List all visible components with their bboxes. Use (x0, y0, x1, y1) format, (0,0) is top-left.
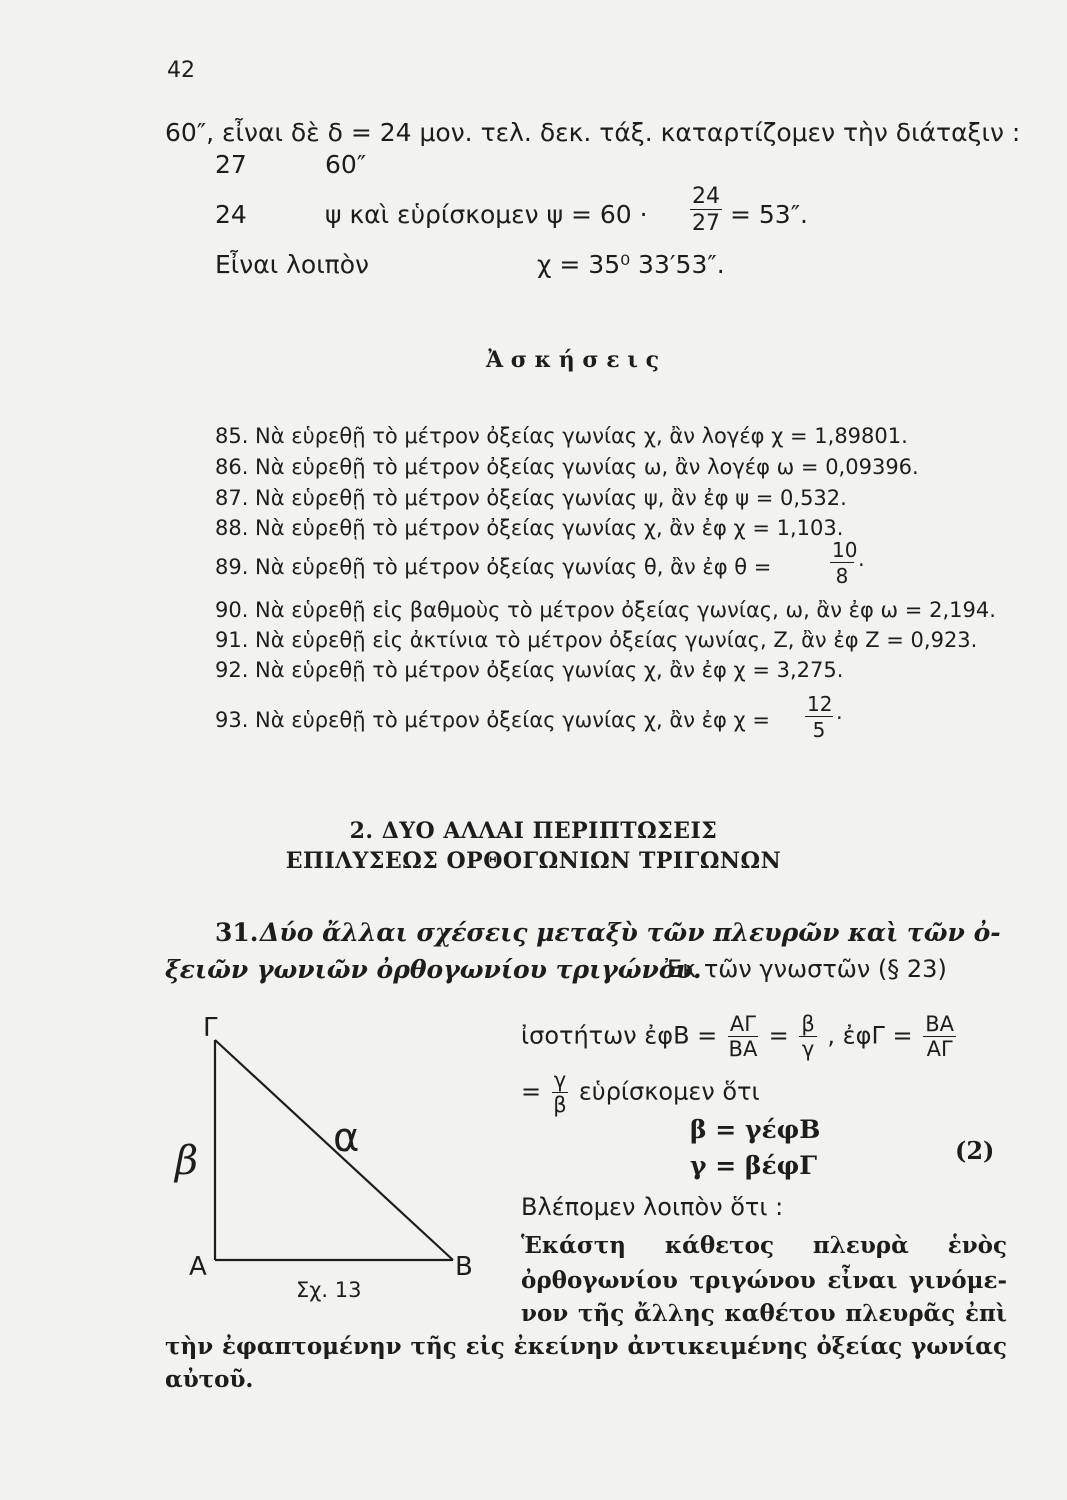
paragraph-title: ξειῶν γωνιῶν ὀρθογωνίου τριγώνου. (165, 955, 702, 984)
vertex-label-alpha: Α (189, 1252, 207, 1282)
conclusion-line: τὴν ἐφαπτομένην τῆς εἰς ἐκείνην ἀντικειμένης ὀξείας γωνίας (165, 1333, 1007, 1360)
exercise-item: 91. Νὰ εὑρεθῇ εἰς ἀκτίνια τὸ μέτρον ὀξείας γωνίας, Ζ, ἂν ἐφ Ζ = 0,923. (215, 628, 978, 652)
conclusion-line: αὐτοῦ. (165, 1366, 254, 1393)
paragraph-number: 31. (215, 918, 259, 947)
exercise-item: 89. Νὰ εὑρεθῇ τὸ μέτρον ὀξείας γωνίας θ, ἂν ἐφ θ = (215, 555, 772, 579)
exercise-item: 88. Νὰ εὑρεθῇ τὸ μέτρον ὀξείας γωνίας χ, ἂν ἐφ χ = 1,103. (215, 516, 844, 540)
conclusion-line: Ἑκάστη κάθετος πλευρὰ ἑνὸς (521, 1232, 1007, 1259)
text-line: Βλέπομεν λοιπὸν ὅτι : (521, 1193, 784, 1221)
fraction-numerator: 24 (692, 184, 720, 209)
vertex-label-gamma: Γ (203, 1013, 218, 1043)
exercise-item: 93. Νὰ εὑρεθῇ τὸ μέτρον ὀξείας γωνίας χ, ἂν ἐφ χ = (215, 708, 770, 732)
section-heading: 2. ΔΥΟ ΑΛΛΑΙ ΠΕΡΙΠΤΩΣΕΙΣ (349, 818, 718, 844)
calc-result: χ = 35⁰ 33′53″. (537, 250, 725, 279)
exercise-item: 86. Νὰ εὑρεθῇ τὸ μέτρον ὀξείας γωνίας ω, ἂν λογέφ ω = 0,09396. (215, 455, 919, 479)
exercise-item: 92. Νὰ εὑρεθῇ τὸ μέτρον ὀξείας γωνίας χ, ἂν ἐφ χ = 3,275. (215, 658, 844, 682)
calc-expression: ψ καὶ εὑρίσκομεν ψ = 60 · (325, 200, 648, 229)
paragraph-title: Δύο ἄλλαι σχέσεις μεταξὺ τῶν πλευρῶν καὶ τῶν ὀ- (260, 918, 1001, 947)
equation-line: = $\frac{\gamma}{\beta}$ εὑρίσκομεν ὅτι (521, 1068, 760, 1118)
fraction (690, 184, 722, 236)
fraction-denominator: 27 (692, 211, 720, 236)
text-line: Εἶναι λοιπὸν (215, 250, 369, 279)
equation-result: γ = βέφΓ (690, 1151, 818, 1180)
equation-result: β = γέφΒ (690, 1115, 821, 1144)
calc-value: 60″ (325, 150, 367, 179)
vertex-label-beta: Β (455, 1252, 473, 1282)
calc-result: = 53″. (730, 200, 808, 229)
text-line: 60″, εἶναι δὲ δ = 24 μον. τελ. δεκ. τάξ. καταρτίζομεν τὴν διάταξιν : (165, 118, 1021, 147)
side-label-b: β (175, 1138, 199, 1184)
punctuation: · (858, 553, 865, 577)
fraction: $\frac{10}{8}$ (832, 538, 858, 588)
figure-caption: Σχ. 13 (296, 1278, 362, 1302)
punctuation: · (836, 706, 843, 730)
exercise-item: 87. Νὰ εὑρεθῇ τὸ μέτρον ὀξείας γωνίας ψ, ἂν ἐφ ψ = 0,532. (215, 486, 847, 510)
equation-line: ἰσοτήτων ἐφΒ = $\frac{A\Gamma}{BA}$ = $\frac{\beta}{\gamma}$ , ἐφΓ = $\frac{BA}{A\Gamma}$ (521, 1012, 955, 1062)
text-line: Ἐκ τῶν γνωστῶν (§ 23) (665, 955, 947, 983)
calc-value: 27 (215, 150, 247, 179)
calc-value: 24 (215, 200, 247, 229)
fraction: $\frac{12}{5}$ (807, 692, 833, 742)
exercises-heading: Ἀ σ κ ή σ ε ι ς (486, 347, 660, 373)
exercise-item: 90. Νὰ εὑρεθῇ εἰς βαθμοὺς τὸ μέτρον ὀξείας γωνίας, ω, ἂν ἐφ ω = 2,194. (215, 598, 996, 622)
exercise-item: 85. Νὰ εὑρεθῇ τὸ μέτρον ὀξείας γωνίας χ, ἂν λογέφ χ = 1,89801. (215, 424, 908, 448)
side-label-a: α (333, 1115, 360, 1161)
conclusion-line: νον τῆς ἄλλης καθέτου πλευρᾶς ἐπὶ (521, 1300, 1007, 1327)
equation-tag: (2) (955, 1136, 995, 1165)
conclusion-line: ὀρθογωνίου τριγώνου εἶναι γινόμε- (521, 1267, 1007, 1294)
section-heading: ΕΠΙΛΥΣΕΩΣ ΟΡΘΟΓΩΝΙΩΝ ΤΡΙΓΩΝΩΝ (285, 848, 782, 874)
page-number: 42 (167, 58, 195, 83)
